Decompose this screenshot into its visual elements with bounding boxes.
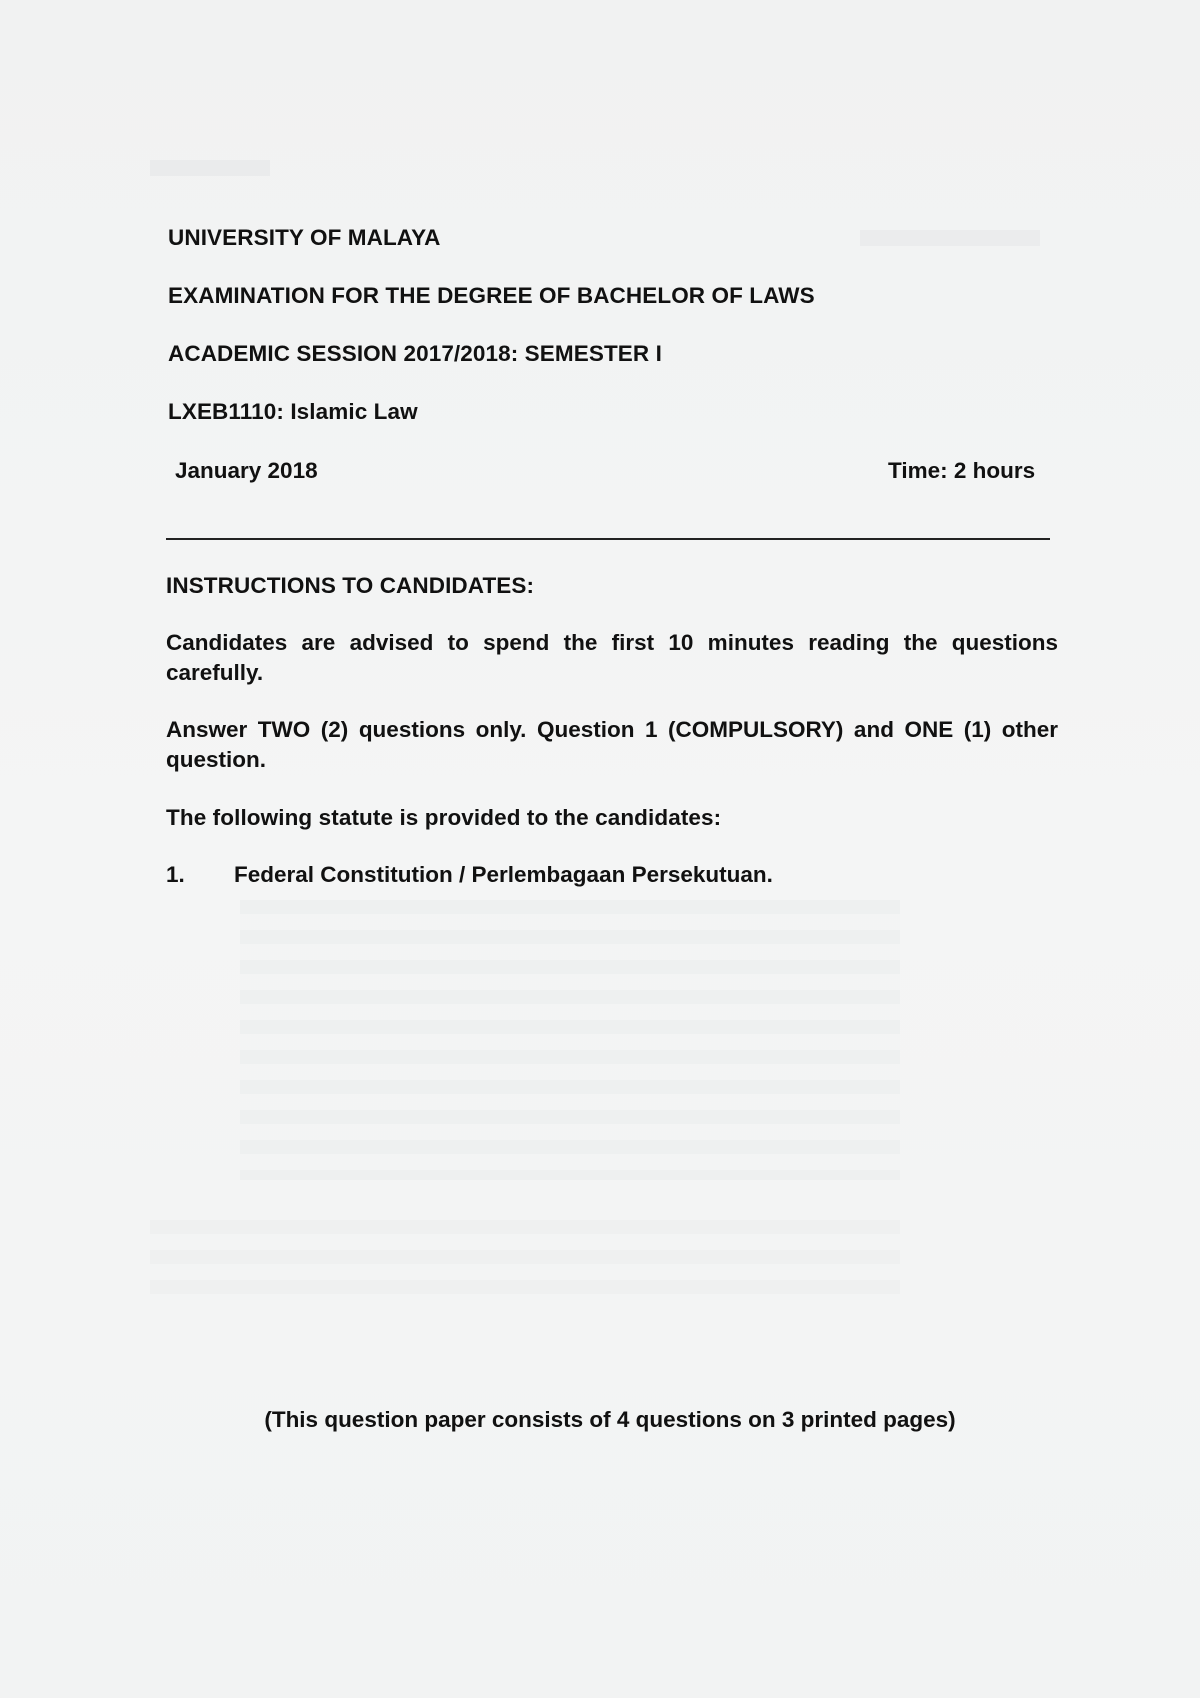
statute-number: 1. — [166, 862, 185, 887]
instructions-heading: INSTRUCTIONS TO CANDIDATES: — [166, 573, 535, 598]
university-name: UNIVERSITY OF MALAYA — [168, 225, 441, 250]
show-through-artifact — [150, 160, 270, 176]
statute-text: Federal Constitution / Perlembagaan Persekutuan. — [234, 862, 773, 887]
divider-line — [166, 538, 1050, 540]
instruction-reading: Candidates are advised to spend the first 10 minutes reading the questions carefully. — [166, 630, 1058, 685]
statute-intro: The following statute is provided to the candidates: — [166, 805, 722, 830]
course-code: LXEB1110: Islamic Law — [168, 399, 418, 424]
exam-date: January 2018 — [175, 458, 318, 483]
show-through-artifact — [240, 900, 900, 1180]
exam-title: EXAMINATION FOR THE DEGREE OF BACHELOR OF LAWS — [168, 283, 815, 308]
instruction-answer: Answer TWO (2) questions only. Question 1 (COMPULSORY) and ONE (1) other question. — [166, 717, 1058, 772]
show-through-artifact — [150, 1220, 900, 1300]
exam-duration: Time: 2 hours — [888, 458, 1036, 483]
page-count-note: (This question paper consists of 4 questions on 3 printed pages) — [264, 1407, 956, 1432]
show-through-artifact — [860, 230, 1040, 246]
academic-session: ACADEMIC SESSION 2017/2018: SEMESTER I — [168, 341, 662, 366]
